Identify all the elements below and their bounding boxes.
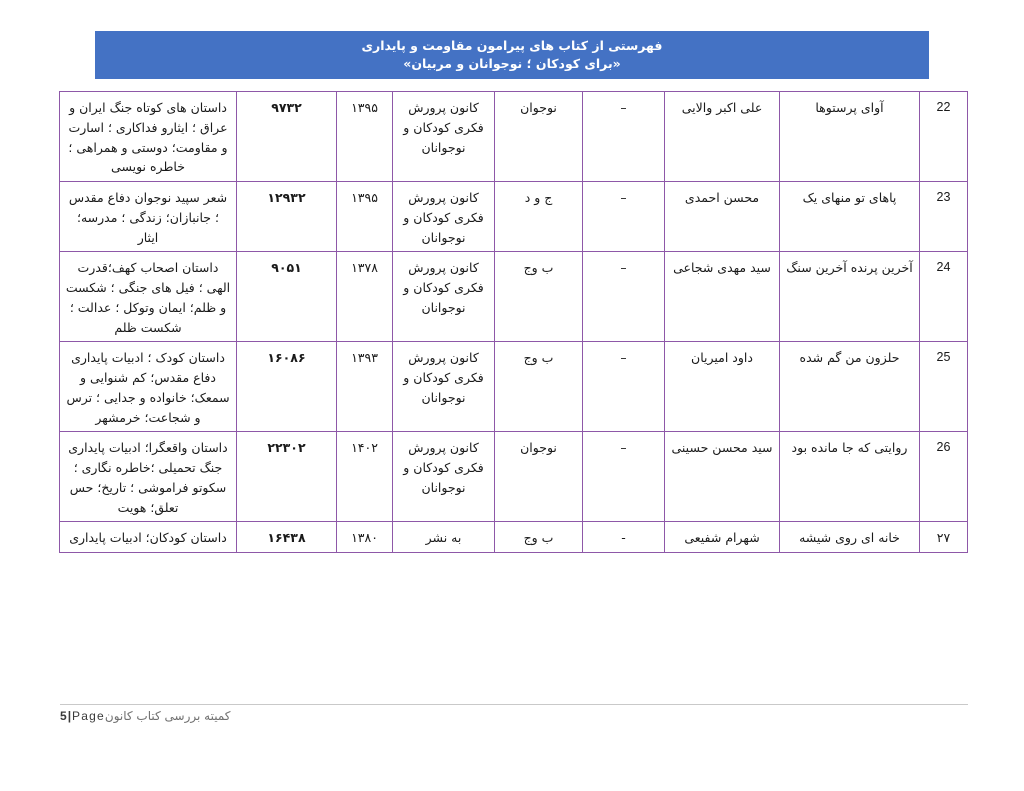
table-row bbox=[60, 522, 968, 553]
cell-row-number: 23 bbox=[920, 182, 968, 252]
cell-author: شهرام شفیعی bbox=[665, 522, 780, 553]
document-title-banner bbox=[95, 31, 929, 79]
cell-publisher: کانون پرورش فکری کودکان و نوجوانان bbox=[393, 432, 495, 522]
cell-book-title: آوای پرستوها bbox=[780, 92, 920, 182]
cell-translator: – bbox=[583, 252, 665, 342]
books-table bbox=[59, 91, 968, 553]
cell-translator: – bbox=[583, 182, 665, 252]
cell-translator: – bbox=[583, 92, 665, 182]
cell-year: ۱۳۹۵ bbox=[337, 92, 393, 182]
cell-publisher: به نشر bbox=[393, 522, 495, 553]
cell-row-number: 22 bbox=[920, 92, 968, 182]
footer-page-label: Page bbox=[72, 709, 105, 723]
cell-author: سید مهدی شجاعی bbox=[665, 252, 780, 342]
cell-year: ۱۴۰۲ bbox=[337, 432, 393, 522]
cell-publisher: کانون پرورش فکری کودکان و نوجوانان bbox=[393, 92, 495, 182]
books-table-body bbox=[60, 92, 968, 553]
footer-page-number: 5 bbox=[60, 709, 67, 723]
cell-author: سید محسن حسینی bbox=[665, 432, 780, 522]
cell-author: علی اکبر والایی bbox=[665, 92, 780, 182]
table-row bbox=[60, 92, 968, 182]
footer-separator: | bbox=[67, 709, 72, 723]
cell-record-id: ۹۷۳۲ bbox=[237, 92, 337, 182]
cell-subjects: داستان واقعگرا؛ ادبیات پایداری جنگ تحمیلی ؛خاطره نگاری ؛ سکوتو فراموشی ؛ تاریخ؛ حس تعلق؛ هویت bbox=[60, 432, 237, 522]
cell-subjects: داستان کودکان؛ ادبیات پایداری bbox=[60, 522, 237, 553]
cell-year: ۱۳۷۸ bbox=[337, 252, 393, 342]
cell-year: ۱۳۹۳ bbox=[337, 342, 393, 432]
cell-book-title: روایتی که جا مانده بود bbox=[780, 432, 920, 522]
cell-subjects: داستان اصحاب کهف؛قدرت الهی ؛ فیل های جنگی ؛ شکست و ظلم؛ ایمان وتوکل ؛ عدالت ؛شکست ظلم bbox=[60, 252, 237, 342]
cell-translator: - bbox=[583, 522, 665, 553]
cell-translator: – bbox=[583, 342, 665, 432]
cell-author: داود امیریان bbox=[665, 342, 780, 432]
cell-book-title: خانه ای روی شیشه bbox=[780, 522, 920, 553]
cell-publisher: کانون پرورش فکری کودکان و نوجوانان bbox=[393, 252, 495, 342]
cell-publisher: کانون پرورش فکری کودکان و نوجوانان bbox=[393, 182, 495, 252]
cell-book-title: آخرین پرنده آخرین سنگ bbox=[780, 252, 920, 342]
cell-translator: – bbox=[583, 432, 665, 522]
cell-book-title: حلزون من گم شده bbox=[780, 342, 920, 432]
cell-record-id: ۱۶۰۸۶ bbox=[237, 342, 337, 432]
cell-row-number: ۲۷ bbox=[920, 522, 968, 553]
table-row bbox=[60, 432, 968, 522]
cell-subjects: داستان کودک ؛ ادبیات پایداری دفاع مقدس؛ کم شنوایی و سمعک؛ خانواده و جدایی ؛ ترس و شجاعت؛ خرمشهر bbox=[60, 342, 237, 432]
cell-audience: نوجوان bbox=[495, 432, 583, 522]
footer-committee-note: کمیته بررسی کتاب کانون bbox=[104, 709, 231, 723]
banner-title-line-2: «برای کودکان ؛ نوجوانان و مربیان» bbox=[403, 55, 621, 71]
cell-publisher: کانون پرورش فکری کودکان و نوجوانان bbox=[393, 342, 495, 432]
cell-author: محسن احمدی bbox=[665, 182, 780, 252]
cell-audience: ب وج bbox=[495, 342, 583, 432]
books-table-container bbox=[60, 91, 968, 553]
cell-book-title: پاهای تو منهای یک bbox=[780, 182, 920, 252]
cell-subjects: شعر سپید نوجوان دفاع مقدس ؛ جانبازان؛ زندگی ؛ مدرسه؛ ایثار bbox=[60, 182, 237, 252]
cell-year: ۱۳۸۰ bbox=[337, 522, 393, 553]
table-row bbox=[60, 342, 968, 432]
cell-audience: ب وج bbox=[495, 252, 583, 342]
cell-subjects: داستان های کوتاه جنگ ایران و عراق ؛ ایثارو فداکاری ؛ اسارت و مقاومت؛ دوستی و همراهی ؛ خاطره نویسی bbox=[60, 92, 237, 182]
cell-record-id: ۹۰۵۱ bbox=[237, 252, 337, 342]
table-row bbox=[60, 252, 968, 342]
cell-record-id: ۱۲۹۳۲ bbox=[237, 182, 337, 252]
cell-record-id: ۱۶۴۳۸ bbox=[237, 522, 337, 553]
cell-audience: ج و د bbox=[495, 182, 583, 252]
table-row bbox=[60, 182, 968, 252]
cell-year: ۱۳۹۵ bbox=[337, 182, 393, 252]
cell-record-id: ۲۲۳۰۲ bbox=[237, 432, 337, 522]
cell-audience: ب وج bbox=[495, 522, 583, 553]
footer-content bbox=[60, 709, 968, 723]
cell-audience: نوجوان bbox=[495, 92, 583, 182]
page-footer bbox=[60, 704, 968, 730]
cell-row-number: 25 bbox=[920, 342, 968, 432]
cell-row-number: 26 bbox=[920, 432, 968, 522]
cell-row-number: 24 bbox=[920, 252, 968, 342]
banner-title-line-1: فهرستی از کتاب های پیرامون مقاومت و پایداری bbox=[361, 37, 663, 53]
